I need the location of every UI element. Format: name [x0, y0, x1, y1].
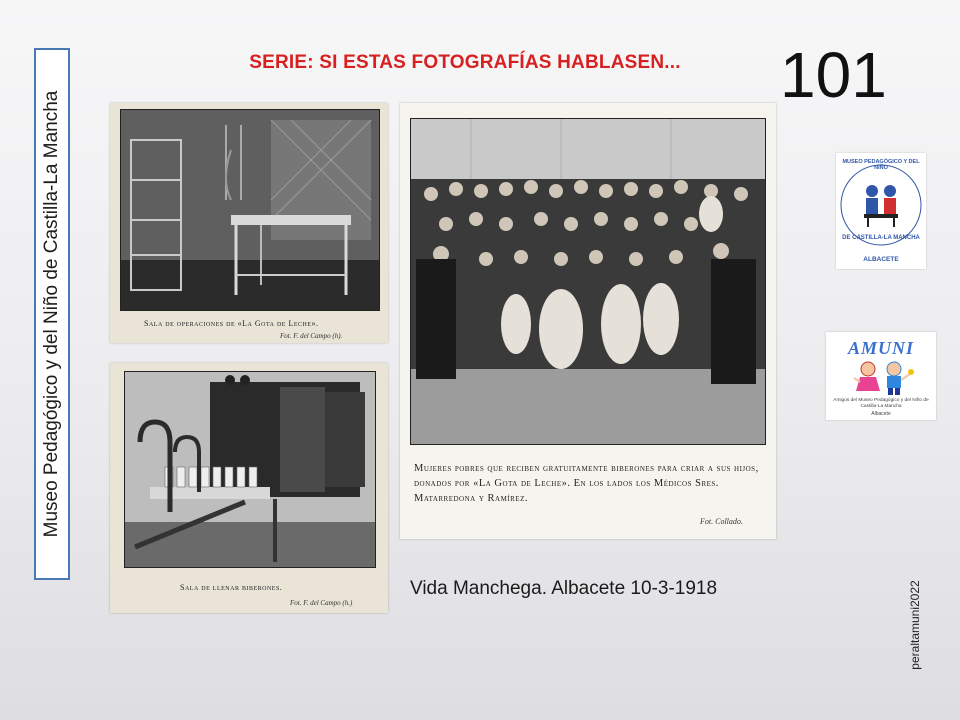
women-group-caption: Mujeres pobres que reciben gratuitamente biberones para criar a sus hijos, donados por «La Gota de Leche». En los lados los Médicos Sres. Matarredona y Ramírez. — [414, 463, 759, 504]
amuni-logo-place: Albacete — [871, 411, 891, 417]
operating-room-caption: Sala de operaciones de «La Gota de Leche». — [144, 319, 319, 328]
slide-number: 101 — [780, 39, 887, 111]
author-credit: peraltamuni2022 — [908, 580, 922, 670]
side-label-text: Museo Pedagógico y del Niño de Castilla-La Mancha — [41, 90, 62, 538]
amuni-logo-subtitle: Amigos del Museo Pedagógico y del Niño de Castilla-La Mancha — [833, 398, 929, 409]
museum-logo — [836, 153, 926, 269]
photo-filling-room — [110, 363, 388, 613]
museum-logo-bottom-text: DE CASTILLA-LA MANCHA — [842, 235, 920, 241]
author-credit-box — [905, 570, 925, 680]
filling-room-caption: Sala de llenar biberones. — [180, 583, 283, 592]
photo-women-group — [400, 103, 776, 539]
women-group-credit: Fot. Collado. — [700, 517, 743, 526]
filling-room-image — [124, 371, 376, 568]
filling-room-credit: Fot. F. del Campo (h.) — [290, 599, 353, 607]
women-group-image — [410, 118, 766, 445]
source-citation: Vida Manchega. Albacete 10-3-1918 — [410, 578, 718, 599]
amuni-logo — [826, 332, 936, 420]
museum-logo-place: ALBACETE — [863, 256, 899, 263]
amuni-logo-name: AMUNI — [847, 338, 914, 358]
side-label-box — [34, 48, 70, 580]
photo-operating-room — [110, 103, 388, 343]
museum-logo-top-text: MUSEO PEDAGÓGICO Y DEL NIÑO — [842, 159, 920, 171]
operating-room-credit: Fot. F. del Campo (h). — [280, 332, 343, 340]
operating-room-image — [120, 109, 380, 311]
amuni-children-icon — [846, 360, 916, 396]
series-title: SERIE: SI ESTAS FOTOGRAFÍAS HABLASEN... — [249, 52, 681, 73]
